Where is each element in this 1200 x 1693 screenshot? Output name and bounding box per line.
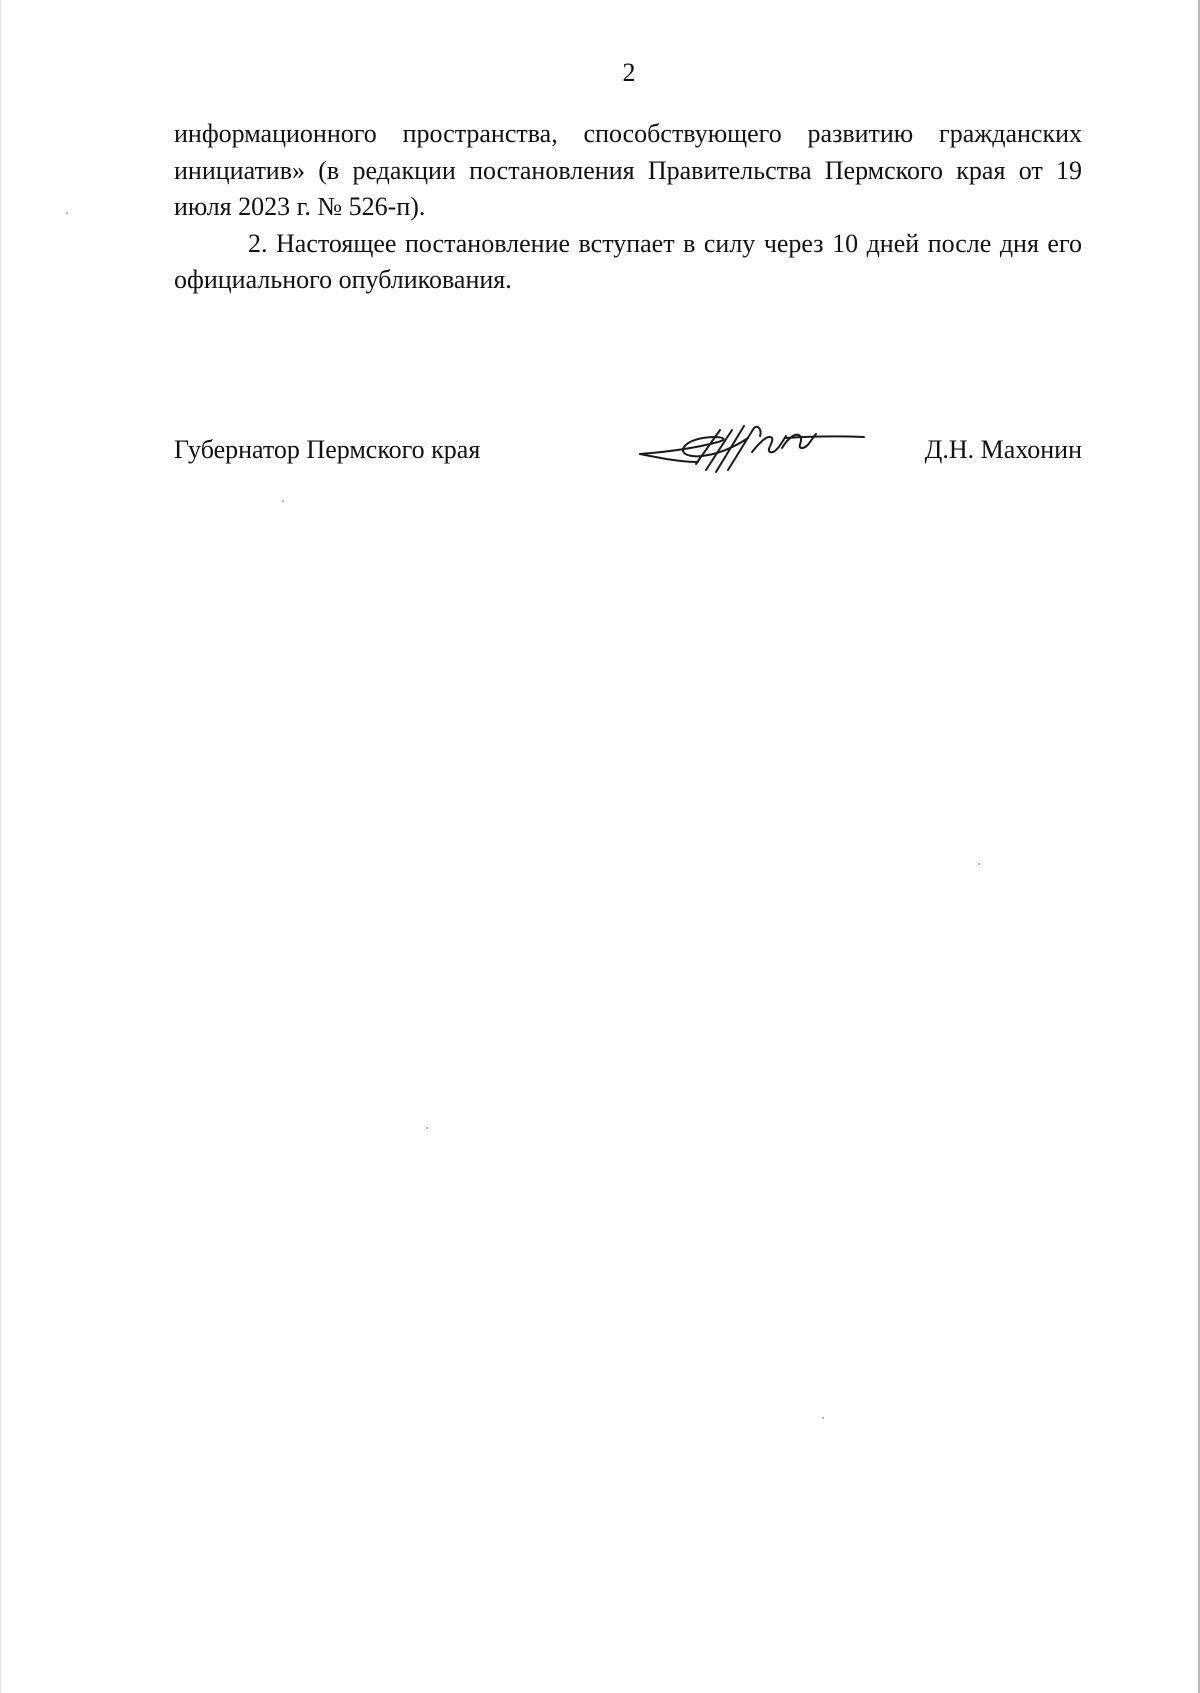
signer-name: Д.Н. Махонин bbox=[924, 435, 1082, 464]
signature-block bbox=[174, 432, 1082, 472]
scan-speck bbox=[822, 1417, 824, 1419]
document-body bbox=[174, 116, 1082, 299]
scan-speck bbox=[978, 863, 980, 865]
paragraph-effective-date: 2. Настоящее постановление вступает в силу через 10 дней после дня его официального опубликования. bbox=[174, 228, 1082, 294]
handwritten-signature-icon bbox=[636, 412, 866, 492]
page-number: 2 bbox=[622, 58, 636, 87]
scan-speck bbox=[282, 500, 284, 502]
paragraph-continuation: информационного пространства, способствующего развитию гражданских инициатив» (в редакции постановления Правительства Пермского края от 19 июля 2023 г. № 526-п). bbox=[174, 119, 1082, 221]
signer-position: Губернатор Пермского края bbox=[174, 435, 481, 464]
scan-speck bbox=[426, 1127, 428, 1129]
scan-edge-left bbox=[0, 0, 1, 1693]
scan-speck bbox=[66, 212, 68, 214]
